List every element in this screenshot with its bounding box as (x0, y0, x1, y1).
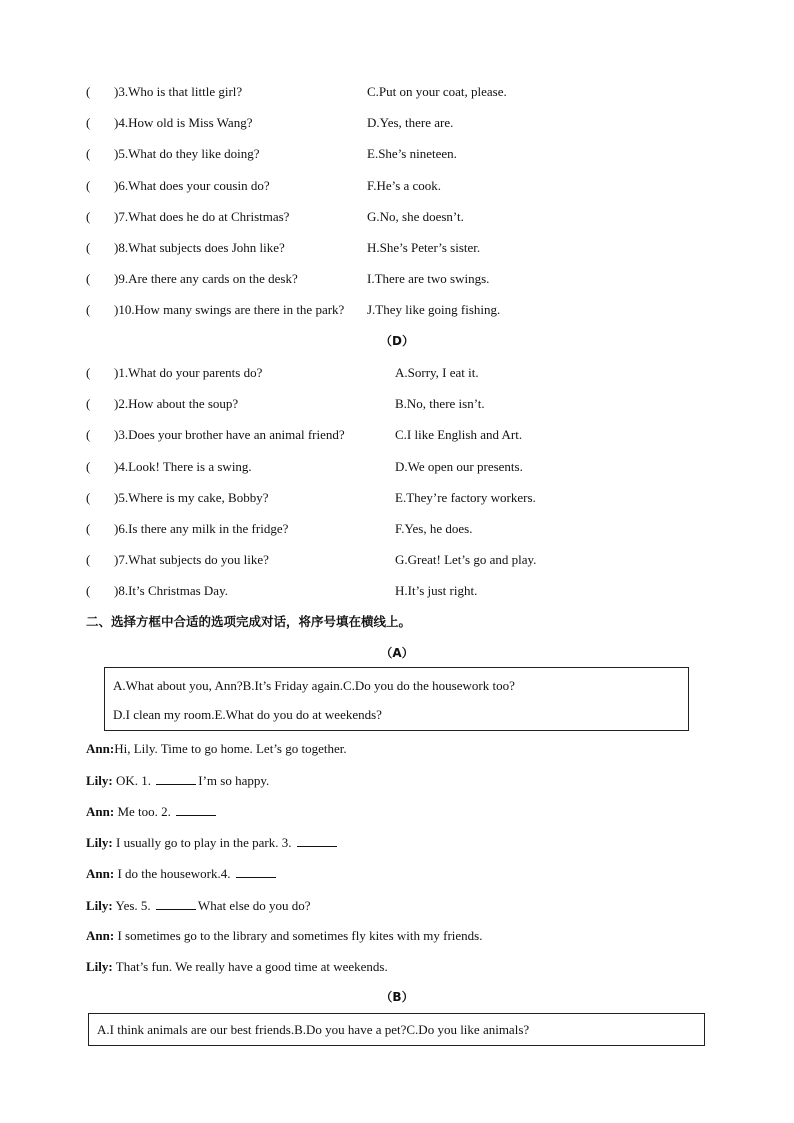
question-text: )3.Who is that little girl? (114, 84, 243, 99)
dialogue-text-after: What else do you do? (197, 898, 311, 913)
part-d-title: （D） (380, 334, 414, 348)
dialogue-text: Yes. 5. (112, 898, 154, 913)
answer-option: B.No, there isn’t. (395, 396, 485, 412)
question-text: )5.Where is my cake, Bobby? (114, 489, 269, 505)
part_c-question-row (86, 239, 285, 257)
part_c-question-row (86, 177, 270, 195)
part_d-question-row (86, 395, 238, 413)
answer-option: A.Sorry, I eat it. (395, 365, 479, 380)
answer-bracket[interactable]: ( (86, 146, 91, 162)
part_c-question-row (86, 208, 289, 226)
part_c-question-row (86, 301, 344, 319)
answer-bracket[interactable]: ( (86, 240, 91, 255)
answer-bracket[interactable]: ( (86, 396, 91, 412)
answer-bracket[interactable]: ( (86, 521, 91, 536)
dialogue-line (86, 802, 218, 820)
part_d-question-row (86, 551, 269, 569)
part_c-question-row (86, 83, 242, 101)
question-text: )9.Are there any cards on the desk? (114, 271, 298, 287)
dialogue-text: Hi, Lily. Time to go home. Let’s go together. (114, 741, 347, 756)
answer-bracket[interactable]: ( (86, 552, 91, 568)
answer-option: H.It’s just right. (395, 583, 478, 599)
answer-bracket[interactable]: ( (86, 365, 91, 380)
dialogue-text: OK. 1. (112, 773, 155, 788)
answer-option: G.Great! Let’s go and play. (395, 552, 537, 568)
speaker-name: Ann: (86, 866, 115, 881)
answer-option: C.Put on your coat, please. (367, 84, 507, 99)
answer-option: E.She’s nineteen. (367, 146, 457, 162)
question-text: )4.Look! There is a swing. (114, 458, 252, 474)
speaker-name: Ann: (86, 928, 115, 943)
answer-bracket[interactable]: ( (86, 208, 91, 224)
answer-bracket[interactable]: ( (86, 177, 91, 193)
answer-bracket[interactable]: ( (86, 84, 91, 99)
dialogue-text: I usually go to play in the park. 3. (112, 835, 295, 850)
part-b-title: （B） (380, 990, 414, 1004)
dialogue-text: I do the housework.4. (114, 866, 234, 881)
dialogue-line (86, 958, 388, 976)
answer-option: D.Yes, there are. (367, 115, 454, 131)
part_d-question-row (86, 426, 345, 444)
answer-blank[interactable] (156, 771, 196, 785)
answer-bracket[interactable]: ( (86, 115, 91, 131)
part_c-question-row (86, 145, 260, 163)
answer-bracket[interactable]: ( (86, 271, 91, 287)
answer-option: E.They’re factory workers. (395, 489, 536, 505)
question-text: )7.What subjects do you like? (114, 552, 269, 568)
question-text: )4.How old is Miss Wang? (114, 115, 253, 131)
dialogue-line (86, 833, 339, 851)
answer-option: G.No, she doesn’t. (367, 208, 464, 224)
part_d-question-row (86, 458, 252, 476)
options-box-b (88, 1013, 705, 1046)
dialogue-line (86, 864, 278, 882)
answer-option: F.He’s a cook. (367, 177, 442, 193)
answer-blank[interactable] (156, 896, 196, 910)
answer-option: I.There are two swings. (367, 271, 490, 287)
question-text: )5.What do they like doing? (114, 146, 260, 162)
speaker-name: Lily: (86, 835, 113, 850)
answer-option: F.Yes, he does. (395, 521, 473, 536)
part_d-question-row (86, 520, 288, 538)
part_c-question-row (86, 270, 298, 288)
speaker-name: Ann: (86, 741, 115, 756)
options-box-a (104, 667, 689, 731)
options-box-a-line: A.What about you, Ann?B.It’s Friday again.C.Do you do the housework too? (113, 678, 515, 693)
question-text: )10.How many swings are there in the park? (114, 302, 345, 318)
question-text: )7.What does he do at Christmas? (114, 208, 290, 224)
answer-bracket[interactable]: ( (86, 583, 91, 599)
speaker-name: Lily: (86, 773, 113, 788)
dialogue-line (86, 771, 269, 789)
part_d-question-row (86, 489, 269, 507)
question-text: )6.Is there any milk in the fridge? (114, 521, 289, 536)
options-box-b-line: A.I think animals are our best friends.B.Do you have a pet?C.Do you like animals? (97, 1022, 530, 1037)
dialogue-text-after: I’m so happy. (198, 773, 270, 788)
answer-blank[interactable] (176, 802, 216, 816)
answer-option: J.They like going fishing. (367, 302, 501, 318)
question-text: )2.How about the soup? (114, 396, 239, 412)
answer-option: C.I like English and Art. (395, 427, 523, 443)
answer-blank[interactable] (297, 833, 337, 847)
part_c-question-row (86, 114, 252, 132)
section-2-title: 二、选择方框中合适的选项完成对话，将序号填在横线上。 (86, 614, 412, 629)
part-a-title: （A） (380, 646, 414, 660)
options-box-a-line: D.I clean my room.E.What do you do at weekends? (113, 707, 382, 722)
answer-option: H.She’s Peter’s sister. (367, 240, 481, 255)
speaker-name: Lily: (86, 959, 113, 974)
dialogue-line (86, 740, 347, 758)
answer-blank[interactable] (236, 864, 276, 878)
dialogue-text: I sometimes go to the library and sometimes fly kites with my friends. (114, 928, 483, 943)
answer-bracket[interactable]: ( (86, 489, 91, 505)
question-text: )8.It’s Christmas Day. (114, 583, 228, 599)
question-text: )6.What does your cousin do? (114, 177, 270, 193)
question-text: )3.Does your brother have an animal friend? (114, 427, 345, 443)
answer-option: D.We open our presents. (395, 458, 523, 474)
dialogue-line (86, 927, 482, 945)
answer-bracket[interactable]: ( (86, 458, 91, 474)
dialogue-text: That’s fun. We really have a good time at weekends. (112, 959, 388, 974)
part_d-question-row (86, 582, 228, 600)
dialogue-line (86, 896, 311, 914)
answer-bracket[interactable]: ( (86, 302, 91, 318)
question-text: )1.What do your parents do? (114, 365, 263, 380)
answer-bracket[interactable]: ( (86, 427, 91, 443)
question-text: )8.What subjects does John like? (114, 240, 285, 255)
part_d-question-row (86, 364, 262, 382)
dialogue-text: Me too. 2. (114, 804, 175, 819)
speaker-name: Ann: (86, 804, 115, 819)
speaker-name: Lily: (86, 898, 113, 913)
